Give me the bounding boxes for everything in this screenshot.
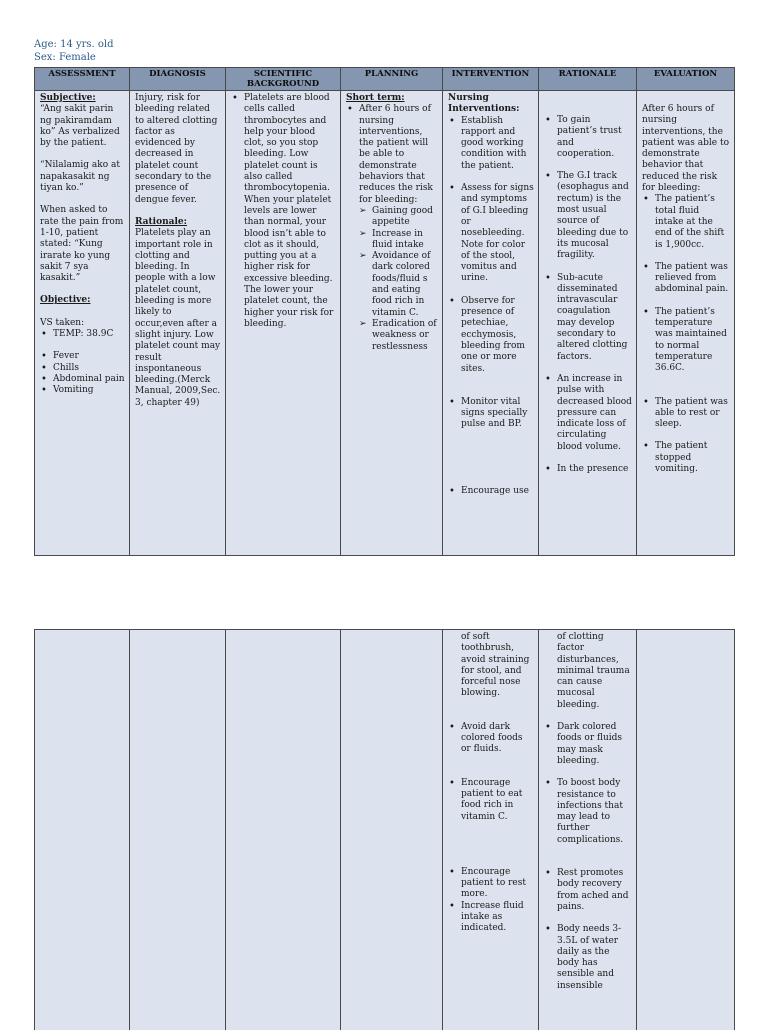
- list-item: • The patient was able to rest or sleep.: [642, 397, 730, 431]
- list-item: ➢ Increase in fluid intake: [359, 229, 438, 252]
- list-item: • Increase fluid intake as indicated.: [448, 901, 534, 935]
- rationale-heading: Rationale:: [135, 217, 221, 228]
- list-item: • Monitor vital signs specially pulse and BP.: [448, 397, 534, 431]
- patient-sex: Sex: Female: [34, 51, 96, 64]
- planning-goal: [346, 104, 438, 353]
- subjective-quote-2: “Nilalamig ako at napakasakit ng tiyan ko.”: [40, 160, 125, 194]
- list-item: ➢ Eradication of weakness or restlessness: [359, 319, 438, 353]
- signs-list: [40, 351, 125, 396]
- diagnosis-cell: [130, 91, 226, 556]
- list-item: • Fever: [40, 351, 125, 362]
- rationale-continued: of clotting factor disturbances, minimal trauma can cause mucosal bleeding.: [544, 632, 632, 711]
- subjective-heading: Subjective:: [40, 93, 125, 104]
- diagnosis-cell-cont: [130, 630, 226, 1030]
- list-item: • Encourage patient to rest more.: [448, 867, 534, 901]
- planning-goal-text: After 6 hours of nursing interventions, the patient will be able to demonstrate behaviors that reduces the risk for bleeding:: [359, 104, 433, 204]
- assessment-cell: [35, 91, 130, 556]
- list-item: • Establish rapport and good working condition with the patient.: [448, 116, 534, 172]
- assessment-cell-cont: [35, 630, 130, 1030]
- table-row: [35, 91, 735, 556]
- list-item: • Abdominal pain: [40, 374, 125, 385]
- header-intervention: INTERVENTION: [443, 68, 539, 91]
- table-row: [35, 630, 735, 1030]
- vs-taken: VS taken:: [40, 318, 125, 329]
- short-term-heading: Short term:: [346, 93, 438, 104]
- list-item: • Avoid dark colored foods or fluids.: [448, 722, 534, 756]
- header-diagnosis: DIAGNOSIS: [130, 68, 226, 91]
- list-item: • Vomiting: [40, 385, 125, 396]
- background-cell-cont: [226, 630, 341, 1030]
- list-item: • To boost body resistance to infections that may lead to further complications.: [544, 778, 632, 846]
- rationale-cell: [539, 91, 637, 556]
- patient-age: Age: 14 yrs. old: [34, 38, 114, 51]
- intervention-continued: of soft toothbrush, avoid straining for stool, and forceful nose blowing.: [448, 632, 534, 700]
- interventions-heading: Nursing Interventions:: [448, 93, 534, 116]
- list-item: • Rest promotes body recovery from ached and pains.: [544, 868, 632, 913]
- list-item: • Observe for presence of petechiae, ecchymosis, bleeding from one or more sites.: [448, 296, 534, 375]
- list-item: • The patient stopped vomiting.: [642, 441, 730, 475]
- care-plan-table-continued: [34, 629, 735, 1030]
- list-item: • In the presence: [544, 464, 632, 475]
- list-item: • Assess for signs and symptoms of G.I bleeding or nosebleeding. Note for color of the stool, vomitus and urine.: [448, 183, 534, 285]
- diagnosis-text: Injury, risk for bleeding related to altered clotting factor as evidenced by decreased in platelet count secondary to the presence of dengue fever.: [135, 93, 221, 206]
- header-rationale: RATIONALE: [539, 68, 637, 91]
- planning-cell-cont: [341, 630, 443, 1030]
- list-item: • Dark colored foods or fluids may mask bleeding.: [544, 722, 632, 767]
- list-item: ➢ Avoidance of dark colored foods/fluid s and eating food rich in vitamin C.: [359, 251, 438, 319]
- background-text: • Platelets are blood cells called thrombocytes and help your blood clot, so you stop bleeding. Low platelet count is also called thrombocytopenia. When your platelet levels are lower than normal, your blood isn’t able to clot as it should, putting you at a higher risk for excessive bleeding. The lower your platelet count, the higher your risk for bleeding.: [231, 93, 336, 330]
- list-item: • Encourage use: [448, 486, 534, 497]
- list-item: • Encourage patient to eat food rich in vitamin C.: [448, 778, 534, 823]
- intervention-cell: [443, 91, 539, 556]
- list-item: • The patient’s total fluid intake at the end of the shift is 1,900cc.: [642, 194, 730, 250]
- evaluation-cell: [637, 91, 735, 556]
- table-header-row: [35, 68, 735, 91]
- list-item: • To gain patient’s trust and cooperation.: [544, 115, 632, 160]
- background-cell: [226, 91, 341, 556]
- care-plan-table: [34, 67, 735, 556]
- objective-heading: Objective:: [40, 295, 125, 306]
- temperature-item: • TEMP: 38.9C: [40, 329, 125, 340]
- intervention-cell-cont: [443, 630, 539, 1030]
- evaluation-cell-cont: [637, 630, 735, 1030]
- rationale-cell-cont: [539, 630, 637, 1030]
- header-assessment: ASSESSMENT: [35, 68, 130, 91]
- subjective-quote-1: “Ang sakit parin ng pakiramdam ko” As verbalized by the patient.: [40, 104, 125, 149]
- evaluation-text: After 6 hours of nursing interventions, the patient was able to demonstrate behavior that reduced the risk for bleeding:: [642, 104, 730, 194]
- list-item: • Sub-acute disseminated intravascular coagulation may develop secondary to altered clotting factors.: [544, 273, 632, 363]
- list-item: ➢ Gaining good appetite: [359, 206, 438, 229]
- subjective-quote-3: When asked to rate the pain from 1-10, patient stated: “Kung irarate ko yung sakit 7 sya kasakit.”: [40, 205, 125, 284]
- planning-cell: [341, 91, 443, 556]
- list-item: • An increase in pulse with decreased blood pressure can indicate loss of circulating blood volume.: [544, 374, 632, 453]
- list-item: • The patient’s temperature was maintained to normal temperature 36.6C.: [642, 307, 730, 375]
- list-item: • The patient was relieved from abdominal pain.: [642, 262, 730, 296]
- diagnosis-rationale: Platelets play an important role in clotting and bleeding. In people with a low platelet count, bleeding is more likely to occur,even after a slight injury. Low platelet count may result inspontaneous bleeding.(Merck Manual, 2009,Sec. 3, chapter 49): [135, 228, 221, 409]
- list-item: • Chills: [40, 363, 125, 374]
- header-evaluation: EVALUATION: [637, 68, 735, 91]
- header-scientific-background: SCIENTIFIC BACKGROUND: [226, 68, 341, 91]
- header-planning: PLANNING: [341, 68, 443, 91]
- list-item: • Body needs 3-3.5L of water daily as the body has sensible and insensible: [544, 924, 632, 992]
- list-item: • The G.I track (esophagus and rectum) is the most usual source of bleeding due to its mucosal fragility.: [544, 171, 632, 261]
